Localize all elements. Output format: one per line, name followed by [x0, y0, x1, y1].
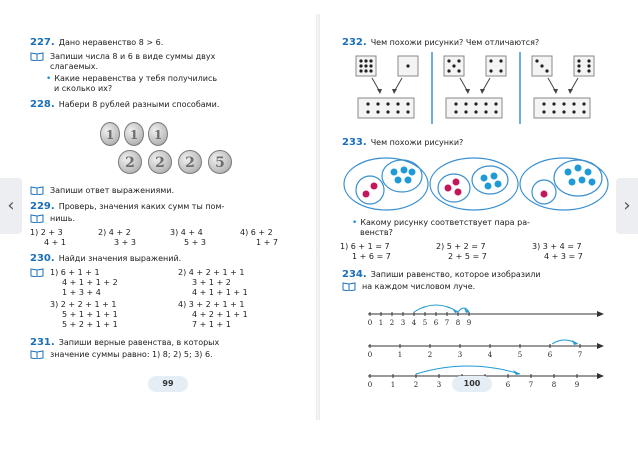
oval-group-2: [430, 158, 518, 210]
equation-pair-1b: 1 + 6 = 7: [352, 252, 391, 261]
ray-label: 7: [528, 381, 534, 389]
next-page-button[interactable]: ›: [616, 178, 638, 234]
exercise-230-expr: 7 + 1 + 1: [192, 320, 231, 329]
ray-label: 8: [551, 381, 557, 389]
left-page: [18, 14, 314, 420]
book-icon: [342, 282, 356, 291]
dot-ovals: [338, 150, 618, 216]
exercise-232-title: 232. Чем похожи рисунки? Чем отличаются?: [342, 37, 540, 48]
number-ray-1: [368, 305, 604, 327]
exercise-230-title: 230. Найди значения выражений.: [30, 253, 182, 264]
exercise-227-line2: Запиши числа 8 и 6 в виде суммы двух: [50, 52, 216, 61]
book-icon: [30, 186, 44, 195]
number-ray-2: [368, 340, 604, 359]
exercise-234-title: 234. Запиши равенство, которое изобразили: [342, 269, 541, 280]
ray-label: 7: [577, 351, 583, 359]
exercise-233-question-2: венств?: [360, 228, 393, 237]
book-icon: [30, 350, 44, 359]
dice-group-1: [356, 56, 418, 118]
book-icon: [30, 52, 44, 61]
ray-label: 4: [487, 351, 493, 359]
exercise-231-title: 231. Запиши верные равенства, в которых: [30, 337, 220, 348]
ray-label: 6: [505, 381, 511, 389]
ray-label: 8: [455, 319, 461, 327]
equation-pair-2b: 2 + 5 = 7: [448, 252, 487, 261]
ray-label: 7: [444, 319, 450, 327]
exercise-229-item-3b: 5 + 3: [184, 238, 206, 247]
exercise-230-expr: 3) 2 + 2 + 1 + 1: [50, 300, 117, 309]
bullet-icon: •: [46, 74, 52, 84]
exercise-229-item-1b: 4 + 1: [44, 238, 66, 247]
exercise-229-title: 229. Проверь, значения каких сумм ты пом-: [30, 201, 225, 212]
ray-label: 0: [367, 381, 373, 389]
ray-label: 2: [427, 351, 433, 359]
textbook-spread: [18, 14, 618, 420]
dice-pictures: [342, 52, 612, 134]
exercise-230-expr: 1) 6 + 1 + 1: [50, 268, 100, 277]
right-page: [322, 14, 618, 420]
book-icon: [30, 214, 44, 223]
exercise-227-line5: и сколько их?: [54, 84, 113, 93]
equation-pair-2a: 2) 5 + 2 = 7: [436, 242, 486, 251]
exercise-230-expr: 4 + 2 + 1 + 1: [192, 310, 248, 319]
exercise-227-title: 227. Дано неравенство 8 > 6.: [30, 37, 164, 48]
ray-label: 6: [433, 319, 439, 327]
exercise-230-expr: 4 + 1 + 1 + 1: [192, 288, 248, 297]
exercise-230-expr: 4 + 1 + 1 + 2: [62, 278, 118, 287]
ray-label: 2: [389, 319, 395, 327]
ray-label: 9: [466, 319, 472, 327]
exercise-227-line3: слагаемых.: [50, 62, 99, 71]
exercise-229-line2: нишь.: [50, 214, 76, 223]
coin-2-rubles: 2: [148, 150, 172, 174]
page-number: 100: [452, 376, 492, 392]
oval-group-1: [344, 158, 428, 210]
coin-5-rubles: 5: [208, 150, 232, 174]
equation-pair-1a: 1) 6 + 1 = 7: [340, 242, 390, 251]
ray-label: 0: [367, 351, 373, 359]
equation-pair-3a: 3) 3 + 4 = 7: [532, 242, 582, 251]
book-icon: [30, 268, 44, 277]
ray-label: 5: [422, 319, 428, 327]
coin-1-ruble: 1: [148, 122, 168, 146]
exercise-229-item-3: 3) 4 + 4: [170, 228, 203, 237]
coin-2-rubles: 2: [178, 150, 202, 174]
exercise-231-line2: значение суммы равно: 1) 8; 2) 5; 3) 6.: [50, 350, 213, 359]
ray-label: 1: [378, 319, 384, 327]
ray-label: 9: [574, 381, 580, 389]
exercise-233-question: • Какому рисунку соответствует пара ра-: [352, 218, 530, 228]
ray-label: 1: [390, 381, 396, 389]
ray-label: 3: [400, 319, 406, 327]
exercise-230-expr: 2) 4 + 2 + 1 + 1: [178, 268, 245, 277]
ray-label: 0: [367, 319, 373, 327]
exercise-230-expr: 4) 3 + 2 + 1 + 1: [178, 300, 245, 309]
exercise-234-line2: на каждом числовом луче.: [362, 282, 476, 291]
exercise-228-title: 228. Набери 8 рублей разными способами.: [30, 99, 220, 110]
dice-group-3: [532, 56, 594, 118]
dice-group-2: [444, 56, 506, 118]
previous-page-button[interactable]: ‹: [0, 178, 22, 234]
exercise-230-expr: 3 + 1 + 2: [192, 278, 231, 287]
exercise-229-item-2b: 3 + 3: [114, 238, 136, 247]
ray-label: 6: [547, 351, 553, 359]
ray-label: 1: [397, 351, 403, 359]
exercise-227-question: • Какие неравенства у тебя получились: [46, 74, 218, 84]
ray-label: 4: [411, 319, 417, 327]
exercise-233-title: 233. Чем похожи рисунки?: [342, 137, 464, 148]
ray-label: 3: [436, 381, 442, 389]
page-gutter: [316, 14, 320, 420]
exercise-229-item-4b: 1 + 7: [256, 238, 278, 247]
exercise-228-line2: Запиши ответ выражениями.: [50, 186, 175, 195]
exercise-229-item-4: 4) 6 + 2: [240, 228, 273, 237]
exercise-229-item-2: 2) 4 + 2: [98, 228, 131, 237]
ray-label: 2: [413, 381, 419, 389]
coin-1-ruble: 1: [100, 122, 120, 146]
exercise-230-expr: 1 + 3 + 4: [62, 288, 101, 297]
equation-pair-3b: 4 + 3 = 7: [544, 252, 583, 261]
exercise-229-item-1: 1) 2 + 3: [30, 228, 63, 237]
exercise-230-expr: 5 + 1 + 1 + 1: [62, 310, 118, 319]
ray-label: 5: [517, 351, 523, 359]
page-number: 99: [148, 376, 188, 392]
coin-2-rubles: 2: [118, 150, 142, 174]
ray-label: 3: [457, 351, 463, 359]
bullet-icon: •: [352, 218, 358, 228]
coin-1-ruble: 1: [124, 122, 144, 146]
exercise-230-expr: 5 + 2 + 1 + 1: [62, 320, 118, 329]
